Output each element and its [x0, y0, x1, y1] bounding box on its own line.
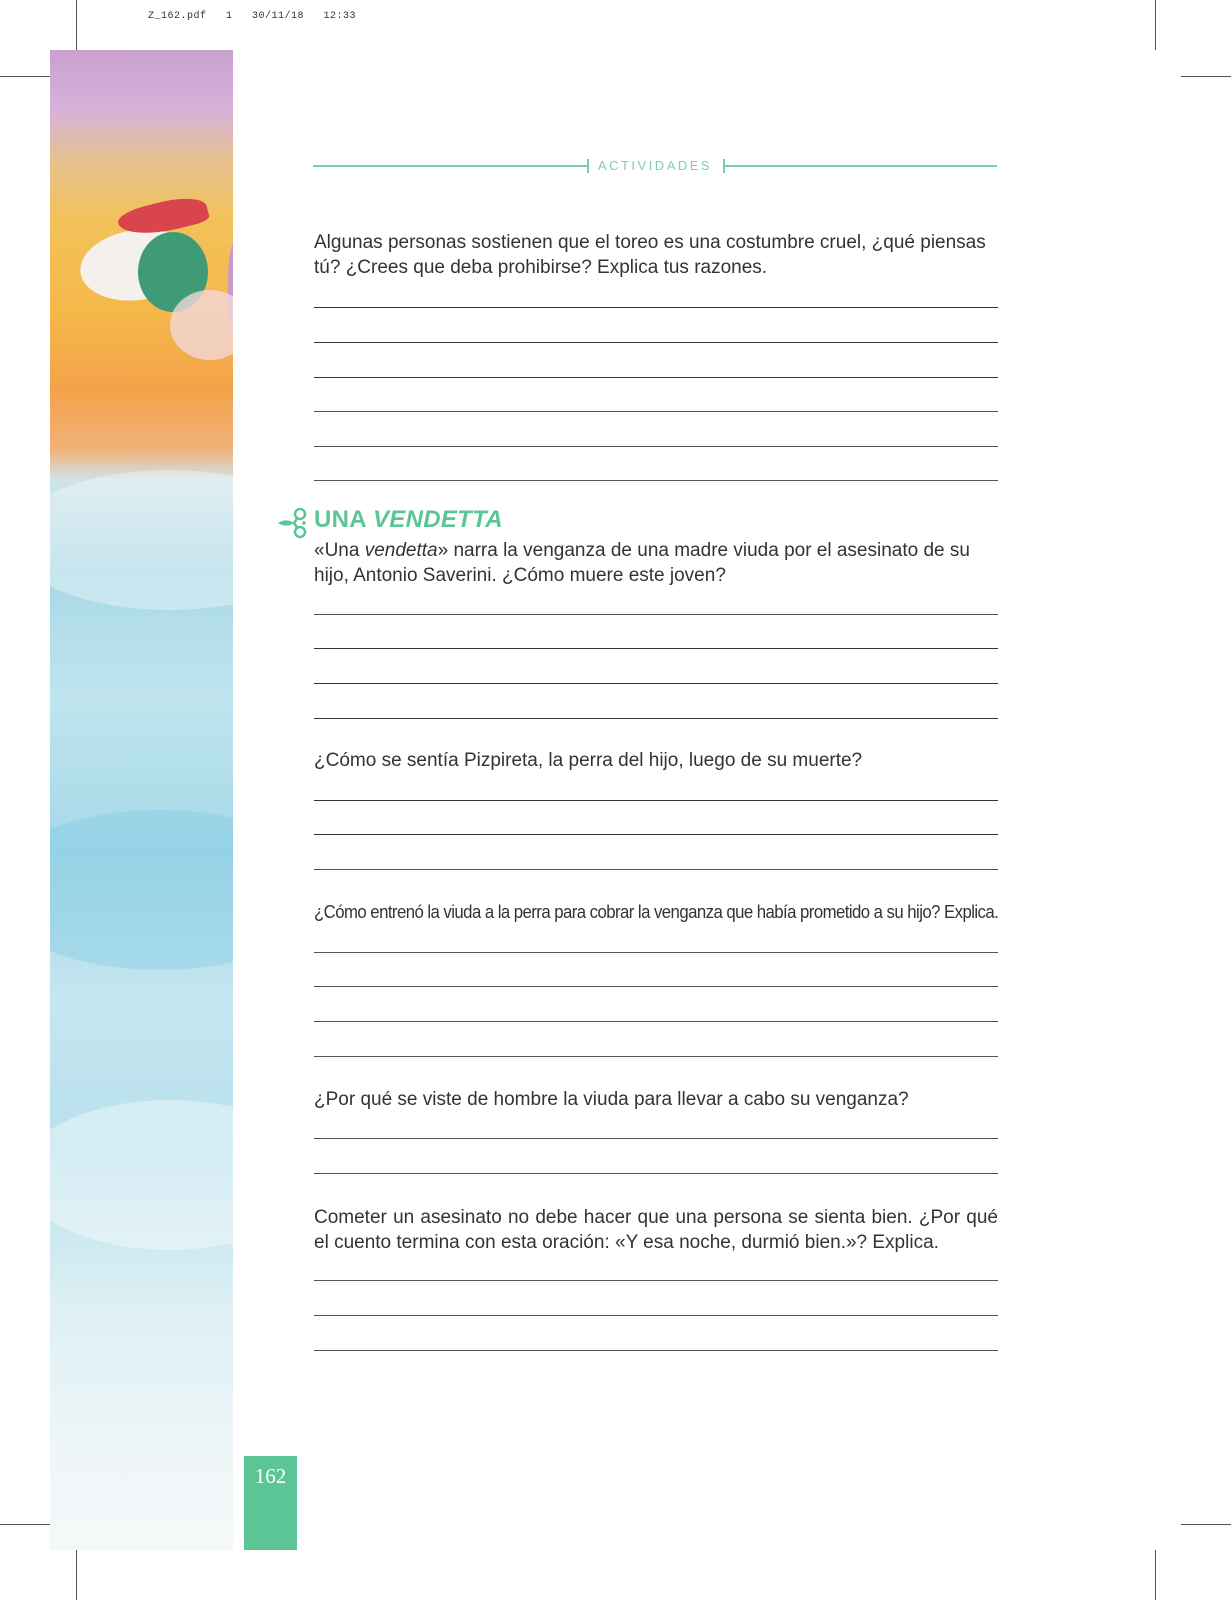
answer-line[interactable]	[314, 377, 998, 378]
print-slug: Z_162.pdf 1 30/11/18 12:33	[148, 11, 357, 22]
answer-line[interactable]	[314, 718, 998, 719]
answer-line[interactable]	[314, 834, 998, 835]
answer-line[interactable]	[314, 1056, 998, 1057]
section-title: UNA VENDETTA	[314, 506, 503, 533]
page-number-tab	[244, 1456, 297, 1550]
answer-line[interactable]	[314, 411, 998, 412]
crop-mark	[1181, 1524, 1231, 1525]
section-header	[313, 158, 997, 174]
crop-mark	[1155, 0, 1156, 50]
crop-mark	[76, 0, 77, 50]
question-3: ¿Cómo se sentía Pizpireta, la perra del hijo, luego de su muerte?	[314, 750, 863, 771]
answer-line[interactable]	[314, 648, 998, 649]
answer-line[interactable]	[314, 800, 998, 801]
answer-line[interactable]	[314, 1021, 998, 1022]
crop-mark	[1181, 76, 1231, 77]
answer-line[interactable]	[314, 869, 998, 870]
answer-line[interactable]	[314, 446, 998, 447]
crop-mark	[1155, 1550, 1156, 1600]
answer-line[interactable]	[314, 1315, 998, 1316]
page-number: 162	[254, 1464, 287, 1488]
question-5: ¿Por qué se viste de hombre la viuda para llevar a cabo su venganza?	[314, 1089, 909, 1110]
scissors-icon	[276, 506, 310, 540]
answer-line[interactable]	[314, 1280, 998, 1281]
answer-line[interactable]	[314, 1138, 998, 1139]
question-1: Algunas personas sostienen que el toreo es una costumbre cruel, ¿qué piensas tú? ¿Crees que deba prohibirse? Explica tus razones.	[314, 232, 986, 278]
question-6: Cometer un asesinato no debe hacer que una persona se sienta bien. ¿Por qué el cuento termina con esta oración: «Y esa noche, durmió bien.»? Explica.	[314, 1207, 998, 1253]
crop-mark	[0, 1524, 50, 1525]
answer-line[interactable]	[314, 342, 998, 343]
answer-line[interactable]	[314, 986, 998, 987]
answer-line[interactable]	[314, 614, 998, 615]
answer-line[interactable]	[314, 952, 998, 953]
question-4: ¿Cómo entrenó la viuda a la perra para cobrar la venganza que había prometido a su hijo? Explica.	[314, 902, 999, 922]
question-2: «Una vendetta» narra la venganza de una madre viuda por el asesinato de su hijo, Antonio Saverini. ¿Cómo muere este joven?	[314, 540, 970, 586]
side-illustration	[50, 50, 233, 1550]
crop-mark	[76, 1550, 77, 1600]
crop-mark	[0, 76, 50, 77]
answer-line[interactable]	[314, 1350, 998, 1351]
answer-line[interactable]	[314, 307, 998, 308]
answer-line[interactable]	[314, 1173, 998, 1174]
answer-line[interactable]	[314, 683, 998, 684]
answer-line[interactable]	[314, 480, 998, 481]
header-label: ACTIVIDADES	[597, 158, 713, 173]
